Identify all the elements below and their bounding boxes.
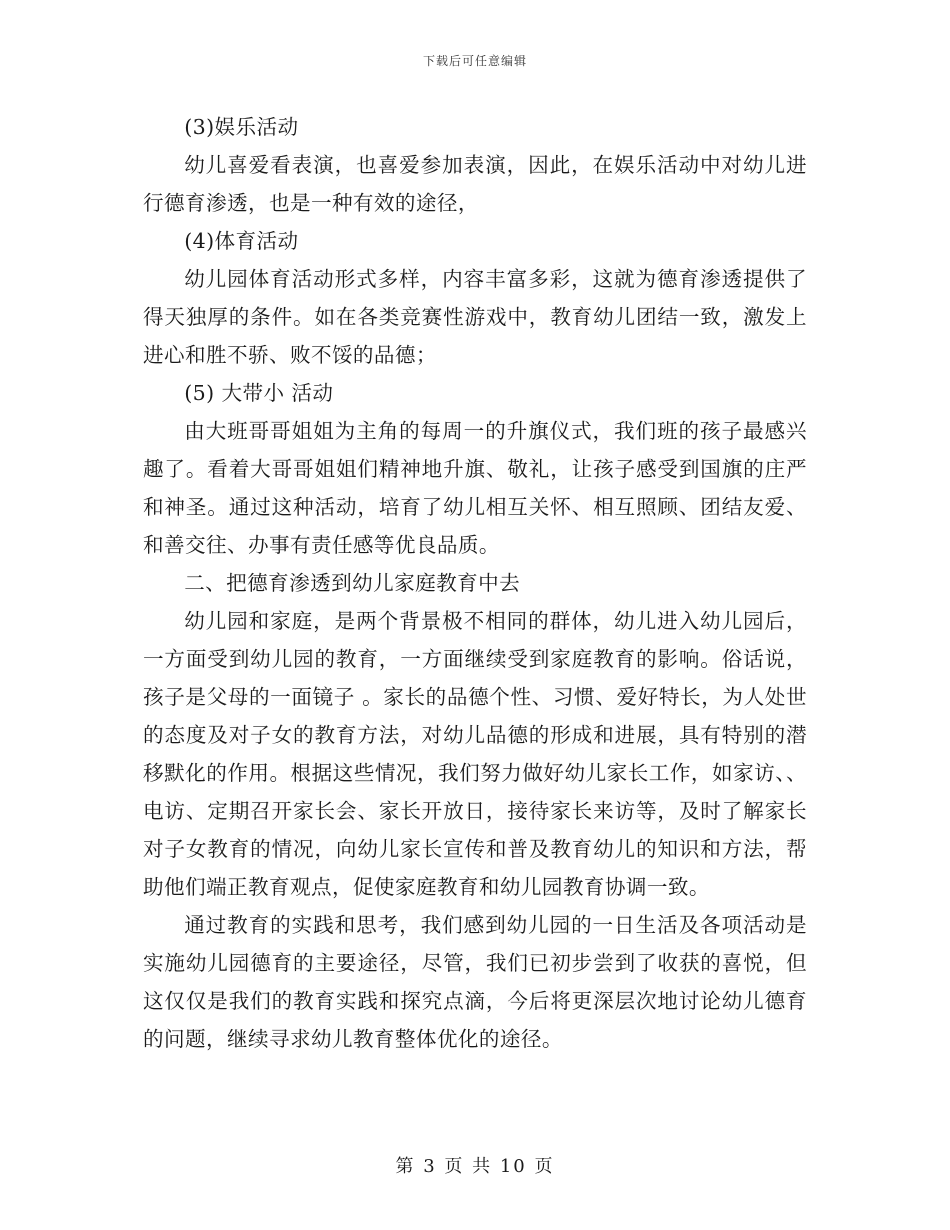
document-body bbox=[143, 108, 807, 1058]
paragraph-family-education-text: 幼儿园和家庭，是两个背景极不相同的群体，幼儿进入幼儿园后，一方面受到幼儿园的教育，一方面继续受到家庭教育的影响。俗话说， 孩子是父母的一面镜子 。家长的品德个性、习惯、爱好特长，为人处世的态度及对子女的教育方法，对幼儿品德的形成和进展，具有特别的潜移默化的作用。根据这些情况，我们努力做好幼儿家长工作，如家访、、电访、定期召开家长会、家长开放日，接待家长来访等，及时了解家长对子女教育的情况，向幼儿家长宣传和普及教育幼儿的知识和方法，帮助他们端正教育观点，促使家庭教育和幼儿园教育协调一致。 bbox=[143, 609, 807, 899]
paragraph-sports-text: 幼儿园体育活动形式多样，内容丰富多彩，这就为德育渗透提供了得天独厚的条件。如在各类竞赛性游戏中，教育幼儿团结一致，激发上进心和胜不骄、败不馁的品德； bbox=[143, 267, 807, 367]
paragraph-entertainment-text: 幼儿喜爱看表演，也喜爱参加表演，因此，在娱乐活动中对幼儿进行德育渗透，也是一种有效的途径， bbox=[143, 153, 807, 215]
paragraph-sports-heading: (4)体育活动 bbox=[184, 229, 299, 253]
paragraph-conclusion: 通过教育的实践和思考，我们感到幼儿园的一日生活及各项活动是实施幼儿园德育的主要途径，尽管，我们已初步尝到了收获的喜悦，但这仅仅是我们的教育实践和探究点滴，今后将更深层次地讨论幼儿德育的问题，继续寻求幼儿教育整体优化的途径。 bbox=[143, 913, 807, 1051]
page-header-note: 下载后可任意编辑 bbox=[422, 54, 527, 68]
page-number: 第 3 页 共 10 页 bbox=[395, 1156, 555, 1177]
paragraph-entertainment-heading: (3)娱乐活动 bbox=[184, 115, 299, 139]
paragraph-flag-ceremony-text: 由大班哥哥姐姐为主角的每周一的升旗仪式，我们班的孩子最感兴趣了。看着大哥哥姐姐们精神地升旗、敬礼，让孩子感受到国旗的庄严和神圣。通过这种活动，培育了幼儿相互关怀、相互照顾、团结友爱、和善交往、办事有责任感等优良品质。 bbox=[143, 419, 807, 557]
section-heading-family-education: 二、把德育渗透到幼儿家庭教育中去 bbox=[184, 571, 521, 595]
paragraph-big-with-small-heading: (5) 大带小 活动 bbox=[184, 381, 334, 405]
